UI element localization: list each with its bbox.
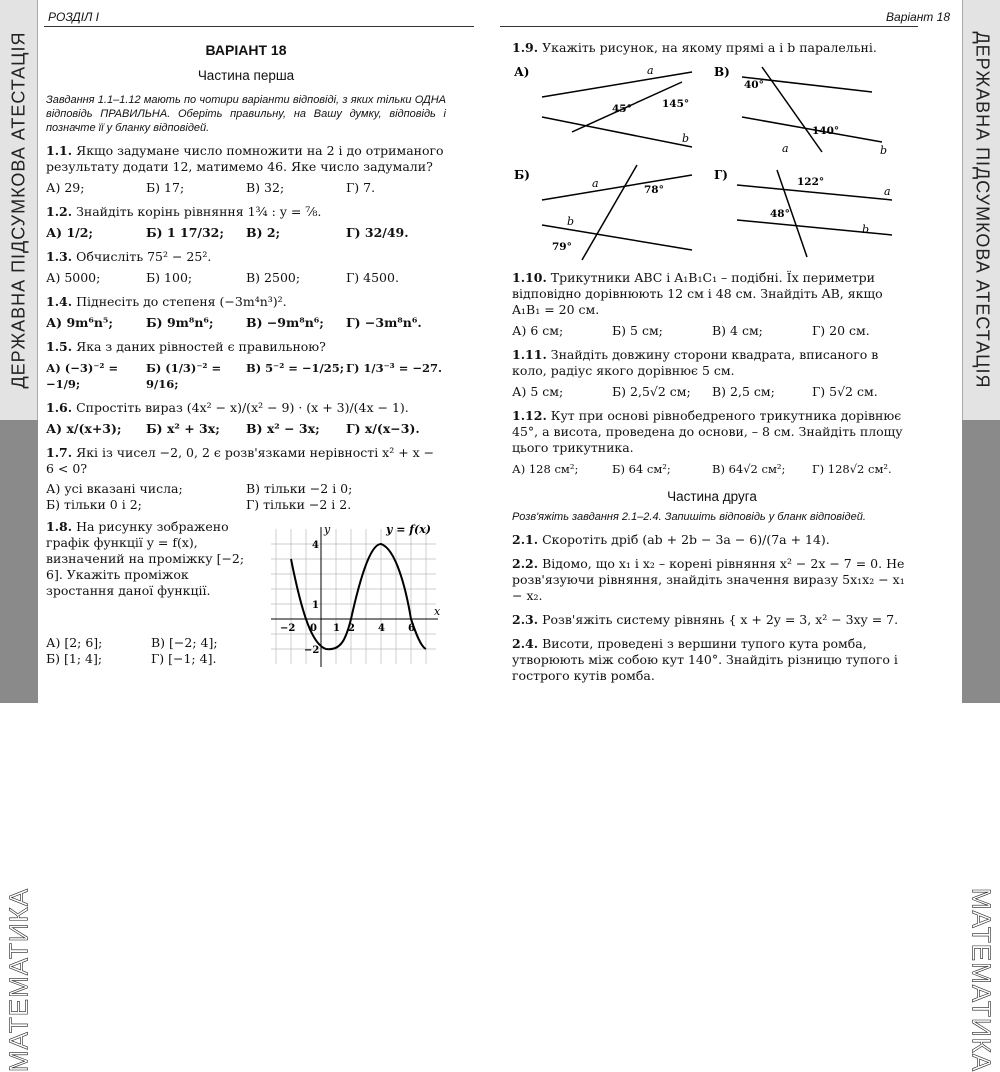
option: В) −9m⁸n⁶; — [246, 315, 324, 330]
option: А) 1/2; — [46, 225, 94, 240]
task-1-5-options — [46, 360, 446, 392]
option: Г) −3m⁸n⁶. — [346, 315, 422, 330]
task-number: 2.1. — [512, 532, 539, 547]
option: В) 5⁻² = −1/25; — [246, 361, 345, 375]
task-number: 1.5. — [46, 339, 73, 354]
option: В) 2500; — [246, 270, 301, 285]
task-1-7 — [46, 445, 446, 477]
option: Б) 2,5√2 см; — [612, 384, 691, 399]
task-1-12-options — [512, 461, 912, 477]
option: А) усі вказані числа; — [46, 481, 183, 496]
option: Г) 7. — [346, 180, 376, 195]
task-number: 1.2. — [46, 204, 73, 219]
option: В) 32; — [246, 180, 285, 195]
figure-label: Г) — [714, 168, 728, 182]
task-number: 1.4. — [46, 294, 73, 309]
option: Г) [−1; 4]. — [151, 651, 217, 666]
task-text: Обчисліть 75² − 25². — [76, 249, 212, 264]
option: Б) 100; — [146, 270, 193, 285]
left-column — [46, 34, 446, 669]
task-1-8-block — [46, 519, 446, 669]
option: Б) 9m⁸n⁶; — [146, 315, 214, 330]
line-label: b — [567, 215, 575, 228]
task-1-5 — [46, 339, 446, 355]
option: В) тільки −2 і 0; — [246, 481, 353, 496]
task-1-10 — [512, 270, 912, 318]
angle-label: 40° — [744, 79, 764, 91]
option: Б) 64 см²; — [612, 462, 671, 476]
option: Б) (1/3)⁻² = 9/16; — [146, 361, 222, 391]
option: В) 2,5 см; — [712, 384, 775, 399]
task-1-9-figures — [512, 62, 912, 262]
option: Б) тільки 0 і 2; — [46, 497, 142, 512]
task-number: 1.12. — [512, 408, 547, 423]
option: Г) 1/3⁻³ = −27. — [346, 361, 442, 375]
tick-label: 4 — [312, 540, 319, 551]
side-band-bottom-right — [962, 420, 1000, 1072]
line-label: a — [884, 185, 891, 198]
figure-label: В) — [714, 65, 730, 79]
task-text: Які із чисел −2, 0, 2 є розв'язками нерівності x² + x − 6 < 0? — [46, 445, 435, 476]
tick-label: 4 — [378, 623, 385, 634]
header-variant: Варіант 18 — [886, 10, 950, 24]
task-text: Розв'яжіть систему рівнянь { x + 2y = 3, x² − 3xy = 7. — [542, 612, 899, 627]
figure-v — [712, 62, 902, 157]
task-number: 1.11. — [512, 347, 547, 362]
task-1-3-options — [46, 270, 446, 286]
task-text: Укажіть рисунок, на якому прямі a і b паралельні. — [542, 40, 877, 55]
option: Г) 5√2 см. — [812, 384, 878, 399]
task-text: Знайдіть довжину сторони квадрата, вписаного в коло, радіус якого дорівнює 5 см. — [512, 347, 879, 378]
line-label: a — [647, 64, 654, 77]
task-number: 1.7. — [46, 445, 73, 460]
side-title-math-right: МАТЕМАТИКА — [966, 887, 997, 1072]
part-two-title: Частина друга — [667, 489, 757, 504]
figure-label: Б) — [514, 168, 530, 182]
task-1-9 — [512, 40, 912, 56]
task-number: 2.4. — [512, 636, 539, 651]
figure-b — [512, 165, 702, 260]
task-1-8 — [46, 519, 256, 599]
task-text: Трикутники ABC і A₁B₁C₁ – подібні. Їх периметри відповідно дорівнюють 12 см і 48 см. Знайдіть AB, якщо A₁B₁ = 20 см. — [512, 270, 883, 317]
task-number: 1.1. — [46, 143, 73, 158]
task-2-3 — [512, 612, 912, 628]
task-2-1 — [512, 532, 912, 548]
line-label: a — [592, 177, 599, 190]
option: Б) 5 см; — [612, 323, 663, 338]
task-text: Піднесіть до степеня (−3m⁴n³)². — [76, 294, 287, 309]
task-number: 1.10. — [512, 270, 547, 285]
side-band-bottom — [0, 420, 38, 1072]
angle-label: 122° — [797, 176, 825, 188]
option: В) x² − 3x; — [246, 421, 320, 436]
option: В) 64√2 см²; — [712, 462, 786, 476]
angle-label: 140° — [812, 125, 840, 137]
option: Б) x² + 3x; — [146, 421, 220, 436]
option: А) 5000; — [46, 270, 101, 285]
header-rule-right — [500, 26, 918, 27]
side-band-top — [0, 0, 38, 420]
option: Г) 32/49. — [346, 225, 409, 240]
option: Г) 20 см. — [812, 323, 870, 338]
task-number: 1.3. — [46, 249, 73, 264]
side-title-attestation: ДЕРЖАВНА ПІДСУМКОВА АТЕСТАЦІЯ — [8, 31, 28, 389]
function-graph — [266, 519, 446, 669]
task-number: 2.2. — [512, 556, 539, 571]
left-side-band — [0, 0, 38, 1072]
right-column — [512, 34, 912, 684]
task-text: Скоротіть дріб (ab + 2b − 3a − 6)/(7a + 14). — [542, 532, 830, 547]
task-1-12 — [512, 408, 912, 456]
task-text: Яка з даних рівностей є правильною? — [76, 339, 326, 354]
tick-label: 1 — [312, 600, 319, 611]
task-number: 1.9. — [512, 40, 539, 55]
side-band-top-right — [962, 0, 1000, 420]
task-text: Кут при основі рівнобедреного трикутника дорівнює 45°, а висота, проведена до основи, – 8 см. Знайдіть площу цього трикутника. — [512, 408, 903, 455]
option: Г) тільки −2 і 2. — [246, 497, 352, 512]
task-1-1-options — [46, 180, 446, 196]
option: А) 6 см; — [512, 323, 564, 338]
option: А) 29; — [46, 180, 85, 195]
figure-g — [712, 165, 902, 260]
option: А) 5 см; — [512, 384, 564, 399]
figure-a — [512, 62, 702, 157]
option: А) 128 см²; — [512, 462, 579, 476]
graph-title: y = f(x) — [386, 523, 431, 536]
task-1-3 — [46, 249, 446, 265]
figure-label: А) — [514, 65, 530, 79]
tick-label: 6 — [408, 623, 415, 634]
angle-label: 145° — [662, 98, 690, 110]
side-title-math: МАТЕМАТИКА — [3, 887, 34, 1072]
x-axis-label: x — [434, 605, 441, 618]
tick-label: 2 — [348, 623, 355, 634]
option: В) 4 см; — [712, 323, 763, 338]
variant-title: ВАРІАНТ 18 — [205, 42, 287, 58]
header-rule-left — [44, 26, 474, 27]
task-number: 1.8. — [46, 519, 73, 534]
side-title-attestation-right: ДЕРЖАВНА ПІДСУМКОВА АТЕСТАЦІЯ — [972, 31, 992, 389]
task-1-11 — [512, 347, 912, 379]
line-label: b — [682, 132, 690, 145]
option: Б) 17; — [146, 180, 185, 195]
task-text: Відомо, що x₁ і x₂ – корені рівняння x² − 2x − 7 = 0. Не розв'язуючи рівняння, знайдіть значення виразу 5x₁x₂ − x₁ − x₂. — [512, 556, 905, 603]
tick-label: −2 — [304, 645, 320, 656]
tick-label: 1 — [333, 623, 340, 634]
line-label: b — [862, 223, 870, 236]
line-label: b — [880, 144, 888, 157]
task-number: 1.6. — [46, 400, 73, 415]
option: Г) x/(x−3). — [346, 421, 420, 436]
part-two-instructions: Розв'яжіть завдання 2.1–2.4. Запишіть відповідь у бланк відповідей. — [512, 511, 866, 523]
task-1-1 — [46, 143, 446, 175]
task-text: Знайдіть корінь рівняння 1³⁄₄ : y = ⁷⁄₈. — [76, 204, 322, 219]
task-2-4 — [512, 636, 912, 684]
task-1-4-options — [46, 315, 446, 331]
task-1-6-options — [46, 421, 446, 437]
task-1-2 — [46, 204, 446, 220]
option: А) (−3)⁻² = −1/9; — [46, 361, 119, 391]
option: А) [2; 6]; — [46, 635, 103, 650]
task-text: Висоти, проведені з вершини тупого кута ромба, утворюють між собою кут 140°. Знайдіть різницю тупого і гострого кутів ромба. — [512, 636, 898, 683]
task-text: На рисунку зображено графік функції y = f(x), визначений на проміжку [−2; 6]. Укажіть проміжок зростання даної функції. — [46, 519, 245, 598]
option: Г) 128√2 см². — [812, 462, 892, 476]
task-1-2-options — [46, 225, 446, 241]
option: В) [−2; 4]; — [151, 635, 218, 650]
task-text: Спростіть вираз (4x² − x)/(x² − 9) · (x + 3)/(4x − 1). — [76, 400, 409, 415]
angle-label: 78° — [644, 184, 664, 196]
graph-grid — [271, 529, 436, 664]
tick-label: 0 — [310, 623, 317, 634]
angle-label: 79° — [552, 241, 572, 253]
tick-label: −2 — [280, 623, 296, 634]
right-side-band — [962, 0, 1000, 1072]
option: Б) [1; 4]; — [46, 651, 103, 666]
task-text: Якщо задумане число помножити на 2 і до отриманого результату додати 12, матимемо 46. Яке число задумали? — [46, 143, 444, 174]
option: А) x/(x+3); — [46, 421, 122, 436]
angle-label: 48° — [770, 208, 790, 220]
option: Г) 4500. — [346, 270, 399, 285]
task-1-6 — [46, 400, 446, 416]
task-1-10-options — [512, 323, 912, 339]
task-number: 2.3. — [512, 612, 539, 627]
y-axis-label: y — [324, 523, 331, 536]
instructions: Завдання 1.1–1.12 мають по чотири варіанти відповіді, з яких тільки ОДНА відповідь ПРАВИЛЬНА. Оберіть правильну, на Вашу думку, відповідь і позначте її у бланку відповідей. — [46, 94, 446, 134]
header-section: РОЗДІЛ І — [48, 10, 99, 24]
line-label: a — [782, 142, 789, 155]
task-1-7-options — [46, 481, 446, 513]
option: В) 2; — [246, 225, 281, 240]
option: А) 9m⁶n⁵; — [46, 315, 114, 330]
task-1-8-options — [46, 635, 256, 667]
part-one-title: Частина перша — [197, 68, 295, 83]
task-2-2 — [512, 556, 912, 604]
task-1-4 — [46, 294, 446, 310]
task-1-11-options — [512, 384, 912, 400]
angle-label: 45° — [612, 103, 632, 115]
option: Б) 1 17/32; — [146, 225, 224, 240]
